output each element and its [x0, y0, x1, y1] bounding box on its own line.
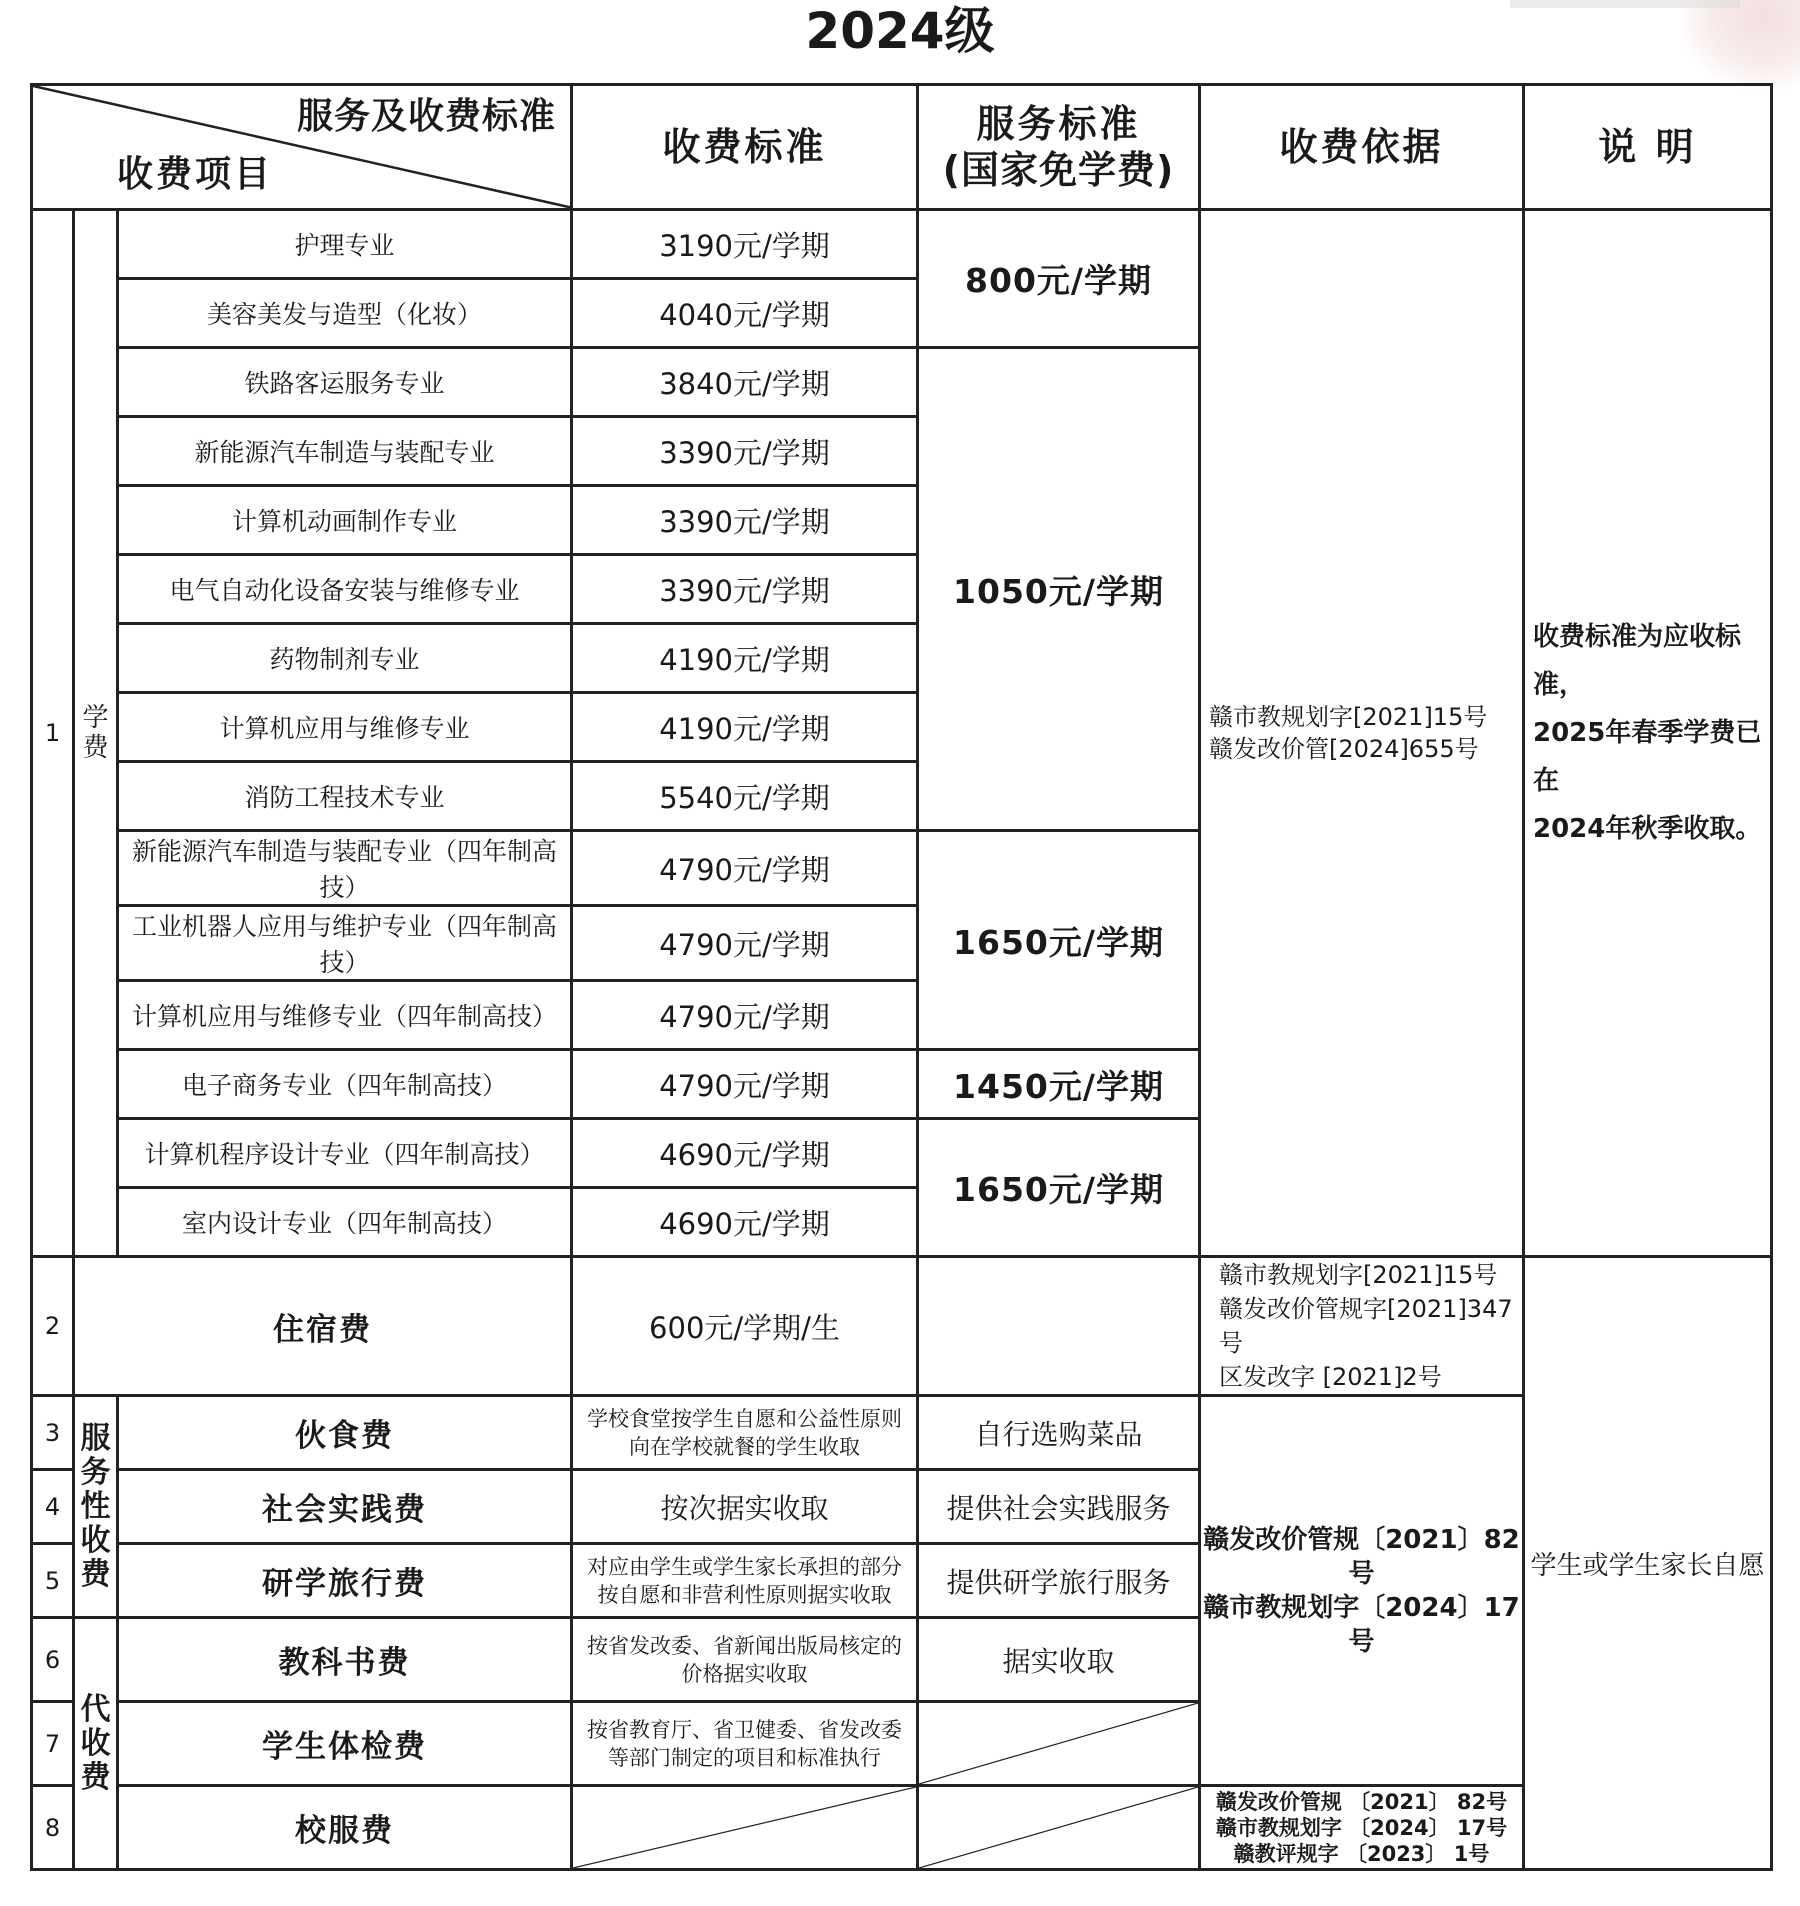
table-row	[32, 1257, 1772, 1396]
item-service: 据实收取	[918, 1618, 1200, 1702]
fee-line: 按省教育厅、省卫健委、省发改委	[587, 1717, 902, 1742]
row-number: 3	[32, 1396, 74, 1470]
item-fee	[572, 1702, 918, 1786]
table-row	[32, 1396, 1772, 1470]
item-service: 提供研学旅行服务	[918, 1544, 1200, 1618]
basis-line: 赣发改价管规〔2021〕82号	[1203, 1524, 1520, 1589]
fee-line: 对应由学生或学生家长承担的部分	[587, 1554, 902, 1579]
empty-slashed-cell	[572, 1786, 918, 1870]
item-service: 提供社会实践服务	[918, 1470, 1200, 1544]
agency-group-label	[74, 1618, 118, 1870]
tuition-basis	[1200, 210, 1524, 1257]
service-group-label	[74, 1396, 118, 1618]
lodging-fee: 600元/学期/生	[572, 1257, 918, 1396]
diagonal-header-cell	[32, 85, 572, 210]
tuition-fee: 4190元/学期	[572, 693, 918, 762]
table-row	[32, 1786, 1772, 1870]
note-line: 2024年秋季收取。	[1533, 814, 1762, 844]
table-header-row	[32, 85, 1772, 210]
tuition-fee: 4040元/学期	[572, 279, 918, 348]
header-basis: 收费依据	[1200, 85, 1524, 210]
item-fee	[572, 1544, 918, 1618]
fee-line: 等部门制定的项目和标准执行	[608, 1745, 881, 1770]
row-number: 8	[32, 1786, 74, 1870]
fee-table	[30, 83, 1773, 1871]
slash-line	[919, 1703, 1198, 1784]
fee-line: 向在学校就餐的学生收取	[629, 1434, 860, 1459]
row-number: 2	[32, 1257, 74, 1396]
note-line: 2025年春季学费已在	[1533, 718, 1762, 796]
major-name: 计算机程序设计专业（四年制高技）	[118, 1119, 572, 1188]
header-note: 说 明	[1524, 85, 1772, 210]
tuition-fee: 4190元/学期	[572, 624, 918, 693]
header-fee-standard: 收费标准	[572, 85, 918, 210]
items-basis	[1200, 1396, 1524, 1786]
uniform-basis	[1200, 1786, 1524, 1870]
tuition-fee: 3390元/学期	[572, 486, 918, 555]
major-name: 新能源汽车制造与装配专业（四年制高技）	[118, 831, 572, 906]
tuition-fee: 4690元/学期	[572, 1119, 918, 1188]
fee-line: 按次据实收取	[660, 1491, 829, 1525]
tuition-fee: 5540元/学期	[572, 762, 918, 831]
group-label-char: 收	[80, 1725, 111, 1761]
empty-slashed-cell	[918, 1786, 1200, 1870]
tuition-fee: 3390元/学期	[572, 555, 918, 624]
group-label-char: 性	[80, 1488, 111, 1524]
group-label-char: 收	[80, 1522, 111, 1558]
header-service-line2: (国家免学费)	[942, 148, 1175, 192]
tuition-fee: 3840元/学期	[572, 348, 918, 417]
item-name: 研学旅行费	[118, 1544, 572, 1618]
row-number: 7	[32, 1702, 74, 1786]
basis-line: 赣发改价管规字[2021]347号	[1219, 1295, 1513, 1357]
group-label-char: 代	[80, 1691, 111, 1727]
basis-line: 区发改字 [2021]2号	[1219, 1363, 1442, 1391]
service-fee: 1050元/学期	[918, 348, 1200, 831]
item-name: 校服费	[118, 1786, 572, 1870]
fee-line: 按自愿和非营利性原则据实收取	[597, 1582, 892, 1607]
page-title: 2024级	[805, 2, 995, 60]
major-name: 铁路客运服务专业	[118, 348, 572, 417]
slash-line	[919, 1787, 1198, 1868]
tuition-fee: 3190元/学期	[572, 210, 918, 279]
empty-slashed-cell	[918, 1702, 1200, 1786]
basis-line: 赣市教规划字 〔2024〕 17号	[1215, 1815, 1508, 1840]
major-name: 计算机应用与维修专业	[118, 693, 572, 762]
fee-line: 价格据实收取	[681, 1661, 808, 1686]
tuition-fee: 4790元/学期	[572, 906, 918, 981]
row-number: 4	[32, 1470, 74, 1544]
group-label-char: 费	[80, 1759, 111, 1795]
tuition-note	[1524, 210, 1772, 1257]
basis-line: 赣发改价管规 〔2021〕 82号	[1215, 1789, 1508, 1814]
tuition-fee: 3390元/学期	[572, 417, 918, 486]
tuition-label	[74, 210, 118, 1257]
row-number: 6	[32, 1618, 74, 1702]
major-name: 计算机动画制作专业	[118, 486, 572, 555]
major-name: 室内设计专业（四年制高技）	[118, 1188, 572, 1257]
group-label-char: 务	[80, 1454, 111, 1490]
item-name: 学生体检费	[118, 1702, 572, 1786]
header-service-standard	[918, 85, 1200, 210]
major-name: 药物制剂专业	[118, 624, 572, 693]
tuition-label-char: 费	[82, 733, 109, 763]
tuition-fee: 4690元/学期	[572, 1188, 918, 1257]
item-name: 教科书费	[118, 1618, 572, 1702]
item-fee	[572, 1470, 918, 1544]
item-service: 自行选购菜品	[918, 1396, 1200, 1470]
header-service-line1: 服务标准	[976, 102, 1141, 146]
service-fee: 1650元/学期	[918, 831, 1200, 1050]
fee-line: 学校食堂按学生自愿和公益性原则	[587, 1406, 902, 1431]
row-number: 5	[32, 1544, 74, 1618]
major-name: 消防工程技术专业	[118, 762, 572, 831]
lodging-basis	[1200, 1257, 1524, 1396]
slash-line	[573, 1787, 916, 1868]
item-name: 住宿费	[74, 1257, 572, 1396]
major-name: 工业机器人应用与维护专业（四年制高技）	[118, 906, 572, 981]
basis-line: 赣教评规字 〔2023〕 1号	[1233, 1841, 1490, 1866]
basis-line: 赣发改价管[2024]655号	[1209, 735, 1479, 763]
tuition-fee: 4790元/学期	[572, 1050, 918, 1119]
basis-line: 赣市教规划字[2021]15号	[1209, 703, 1488, 731]
item-fee	[572, 1396, 918, 1470]
service-fee: 800元/学期	[918, 210, 1200, 348]
item-fee	[572, 1618, 918, 1702]
tuition-fee: 4790元/学期	[572, 831, 918, 906]
major-name: 电子商务专业（四年制高技）	[118, 1050, 572, 1119]
item-name: 伙食费	[118, 1396, 572, 1470]
tuition-fee: 4790元/学期	[572, 981, 918, 1050]
item-name: 社会实践费	[118, 1470, 572, 1544]
group-label-char: 费	[80, 1556, 111, 1592]
note-line: 收费标准为应收标准，	[1533, 622, 1742, 700]
basis-line: 赣市教规划字〔2024〕17号	[1203, 1592, 1520, 1657]
diag-bottom-label: 收费项目	[117, 154, 274, 195]
major-name: 护理专业	[118, 210, 572, 279]
lodging-service	[918, 1257, 1200, 1396]
major-name: 电气自动化设备安装与维修专业	[118, 555, 572, 624]
major-name: 计算机应用与维修专业（四年制高技）	[118, 981, 572, 1050]
fee-line: 按省发改委、省新闻出版局核定的	[587, 1633, 902, 1658]
diag-top-label: 服务及收费标准	[296, 96, 556, 137]
major-name: 美容美发与造型（化妆）	[118, 279, 572, 348]
service-fee: 1650元/学期	[918, 1119, 1200, 1257]
group-label-char: 服	[80, 1420, 111, 1456]
major-name: 新能源汽车制造与装配专业	[118, 417, 572, 486]
tuition-label-char: 学	[82, 703, 109, 733]
service-fee: 1450元/学期	[918, 1050, 1200, 1119]
table-row	[32, 210, 1772, 279]
row-number: 1	[32, 210, 74, 1257]
basis-line: 赣市教规划字[2021]15号	[1219, 1261, 1498, 1289]
items-note: 学生或学生家长自愿	[1524, 1257, 1772, 1870]
